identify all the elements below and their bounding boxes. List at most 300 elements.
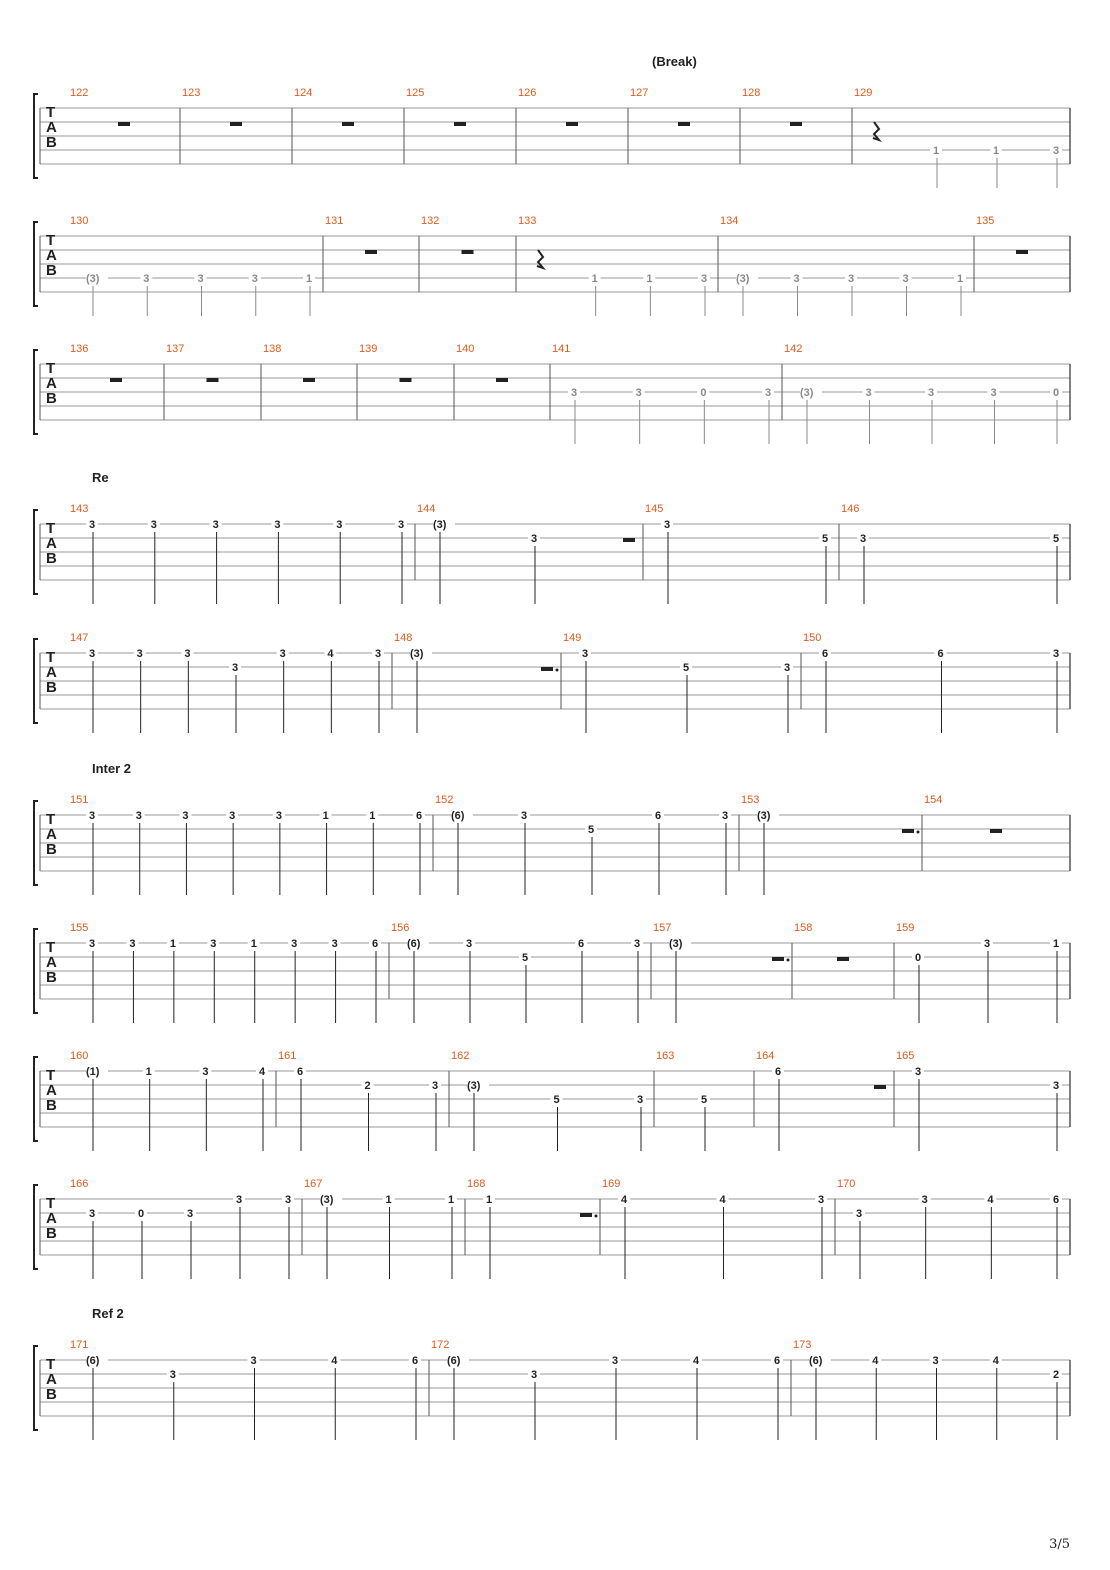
rest-dot [595,1215,598,1218]
system-bracket [34,350,38,434]
measure [784,343,1062,444]
fret-number: 6 [412,1355,419,1367]
fret-number: (3) [669,938,683,950]
fret-number: 1 [250,938,257,950]
measure [70,343,122,382]
half-rest [462,250,474,254]
system-bracket [34,1057,38,1141]
tab-clef-letter: B [46,679,57,696]
half-rest [454,122,466,126]
fret-number: 3 [582,648,589,660]
fret-number: 0 [700,387,707,399]
bar-number: 127 [630,87,649,99]
measure [263,343,315,382]
measure [70,1178,294,1279]
measure [720,215,966,316]
tab-clef-letter: A [46,664,57,681]
fret-number: 3 [136,648,143,660]
fret-number: 3 [250,1355,257,1367]
fret-number: (3) [410,648,424,660]
tab-clef-letter: A [46,954,57,971]
fret-number: 3 [210,938,217,950]
tab-clef-letter: B [46,969,57,986]
measure [976,215,1028,254]
half-rest [1016,250,1028,254]
fret-number: 3 [521,810,528,822]
system-bracket [34,639,38,723]
fret-number: 3 [571,387,578,399]
fret-number: (3) [757,810,771,822]
bar-number: 122 [70,87,89,99]
measure [431,1339,783,1440]
bar-number: 166 [70,1178,89,1190]
bar-number: 152 [435,794,454,806]
fret-number: 3 [915,1066,922,1078]
fret-number: 3 [274,519,281,531]
fret-number: 5 [588,824,595,836]
measure [406,87,466,126]
system-bracket [34,510,38,594]
fret-number: 3 [637,1094,644,1106]
fret-number: 3 [984,938,991,950]
measure [896,1050,1062,1151]
fret-number: 0 [1053,387,1060,399]
fret-number: 6 [774,1355,781,1367]
bar-number: 129 [854,87,873,99]
fret-number: 6 [372,938,379,950]
fret-number: 3 [531,1369,538,1381]
section-label: Inter 2 [92,761,132,776]
tab-clef-letter: B [46,1225,57,1242]
measure [70,1339,421,1440]
measure [645,503,831,604]
bar-number: 134 [720,215,739,227]
half-rest [496,378,508,382]
rest-dot [917,831,920,834]
fret-number: 3 [336,519,343,531]
fret-number: 3 [856,1208,863,1220]
fret-number: 4 [693,1355,700,1367]
tab-clef-letter: A [46,1082,57,1099]
bar-number: 151 [70,794,89,806]
fret-number: 3 [212,519,219,531]
tab-system [34,470,1070,604]
tab-clef-letter: B [46,1097,57,1114]
measure [435,794,731,895]
fret-number: 1 [1053,938,1060,950]
half-rest [678,122,690,126]
measure [741,794,920,895]
fret-number: 3 [398,519,405,531]
measure [756,1050,886,1151]
fret-number: 3 [143,273,150,285]
system-bracket [34,94,38,178]
fret-number: 2 [364,1080,371,1092]
bar-number: 163 [656,1050,675,1062]
fret-number: 5 [822,533,829,545]
fret-number: 3 [291,938,298,950]
measure [166,343,219,382]
fret-number: 3 [701,273,708,285]
tab-clef-letter: B [46,390,57,407]
bar-number: 131 [325,215,344,227]
fret-number: 3 [89,648,96,660]
measure [742,87,802,126]
bar-number: 155 [70,922,89,934]
fret-number: 6 [297,1066,304,1078]
fret-number: (3) [736,273,750,285]
measure [602,1178,827,1279]
fret-number: 3 [89,1208,96,1220]
bar-number: 156 [391,922,410,934]
bar-number: 138 [263,343,282,355]
bar-number: 135 [976,215,995,227]
bar-number: 159 [896,922,915,934]
fret-number: 5 [1053,533,1060,545]
system-bracket [34,1185,38,1269]
half-rest [772,957,784,961]
fret-number: 3 [187,1208,194,1220]
bar-number: 172 [431,1339,450,1351]
fret-number: 3 [784,662,791,674]
fret-number: 6 [655,810,662,822]
measure [421,215,474,254]
fret-number: 1 [591,273,598,285]
half-rest [541,667,553,671]
tab-clef-letter: B [46,1386,57,1403]
fret-number: 3 [279,648,286,660]
fret-number: 3 [236,1194,243,1206]
tab-clef-letter: A [46,247,57,264]
fret-number: (6) [407,938,421,950]
measure [70,632,384,733]
fret-number: 6 [416,810,423,822]
fret-number: 5 [522,952,529,964]
fret-number: 1 [486,1194,493,1206]
bar-number: 161 [278,1050,297,1062]
bar-number: 145 [645,503,664,515]
tab-system [34,215,1070,316]
fret-number: 4 [331,1355,338,1367]
fret-number: 4 [987,1194,994,1206]
quarter-rest [537,250,543,268]
half-rest [874,1085,886,1089]
measure [294,87,354,126]
measure [359,343,412,382]
bar-number: 137 [166,343,185,355]
system-bracket [34,222,38,306]
measure [391,922,643,1023]
fret-number: 3 [531,533,538,545]
bar-number: 133 [518,215,537,227]
tab-clef-letter: A [46,375,57,392]
measure [451,1050,646,1151]
fret-number: 6 [937,648,944,660]
fret-number: 3 [860,533,867,545]
tab-clef-letter: B [46,841,57,858]
measure [456,343,508,382]
fret-number: 3 [634,938,641,950]
fret-number: (3) [467,1080,481,1092]
bar-number: 143 [70,503,89,515]
bar-number: 170 [837,1178,856,1190]
fret-number: 4 [327,648,334,660]
rest-dot [556,669,559,672]
half-rest [990,829,1002,833]
fret-number: 3 [466,938,473,950]
fret-number: (3) [800,387,814,399]
measure [653,922,790,1023]
fret-number: 6 [1053,1194,1060,1206]
fret-number: (1) [86,1066,100,1078]
fret-number: (3) [433,519,447,531]
half-rest [230,122,242,126]
measure [417,503,635,604]
fret-number: 3 [990,387,997,399]
bar-number: 160 [70,1050,89,1062]
system-bracket [34,801,38,885]
page-number: 3/5 [1049,1537,1070,1552]
tab-clef-letter: A [46,826,57,843]
fret-number: 3 [202,1066,209,1078]
fret-number: 4 [621,1194,628,1206]
fret-number: 5 [553,1094,560,1106]
tab-clef-letter: T [46,1067,56,1084]
bar-number: 150 [803,632,822,644]
tab-system [34,54,1070,188]
bar-number: 167 [304,1178,323,1190]
tab-clef-letter: B [46,550,57,567]
fret-number: 3 [635,387,642,399]
fret-number: 3 [932,1355,939,1367]
tab-clef-letter: T [46,360,56,377]
fret-number: (6) [809,1355,823,1367]
tab-system [34,1050,1070,1151]
tab-clef-letter: T [46,1356,56,1373]
measure [563,632,793,733]
measure [518,87,578,126]
half-rest [623,538,635,542]
fret-number: 1 [385,1194,392,1206]
measure [793,1339,1062,1440]
bar-number: 125 [406,87,425,99]
tab-clef-letter: B [46,262,57,279]
measure [656,1050,710,1151]
half-rest [790,122,802,126]
bar-number: 130 [70,215,89,227]
fret-number: 6 [578,938,585,950]
fret-number: 4 [259,1066,266,1078]
measure [552,343,774,444]
fret-number: 1 [145,1066,152,1078]
bar-number: 153 [741,794,760,806]
tab-system [34,1306,1070,1440]
bar-number: 141 [552,343,571,355]
half-rest [342,122,354,126]
fret-number: 3 [184,648,191,660]
fret-number: 3 [232,662,239,674]
measure [896,922,1062,1023]
fret-number: 3 [928,387,935,399]
bar-number: 148 [394,632,413,644]
tab-system [34,343,1070,444]
fret-number: 1 [369,810,376,822]
fret-number: 3 [251,273,258,285]
measure [70,215,315,316]
fret-number: 3 [89,810,96,822]
fret-number: 3 [375,648,382,660]
bar-number: 157 [653,922,672,934]
bar-number: 162 [451,1050,470,1062]
bar-number: 149 [563,632,582,644]
measure [70,794,425,895]
fret-number: 3 [793,273,800,285]
bar-number: 165 [896,1050,915,1062]
tab-clef-letter: A [46,535,57,552]
fret-number: 0 [138,1208,145,1220]
quarter-rest [873,122,879,140]
fret-number: 1 [448,1194,455,1206]
measure [304,1178,457,1279]
measure [467,1178,598,1279]
rest-dot [787,959,790,962]
fret-number: 1 [957,273,964,285]
fret-number: 1 [646,273,653,285]
bar-number: 126 [518,87,537,99]
section-label: Re [92,470,109,485]
fret-number: 3 [135,810,142,822]
fret-number: 1 [322,810,329,822]
fret-number: 3 [229,810,236,822]
tab-system [34,922,1070,1023]
half-rest [118,122,130,126]
measure [70,503,407,604]
fret-number: 3 [722,810,729,822]
fret-number: 4 [719,1194,726,1206]
fret-number: 3 [89,938,96,950]
system-bracket [34,929,38,1013]
bar-number: 144 [417,503,436,515]
fret-number: 5 [683,662,690,674]
fret-number: 4 [992,1355,999,1367]
bar-number: 124 [294,87,313,99]
half-rest [110,378,122,382]
fret-number: 1 [306,273,313,285]
measure [325,215,377,254]
section-label: Ref 2 [92,1306,124,1321]
measure [837,1178,1062,1279]
tab-clef-letter: T [46,939,56,956]
measure [278,1050,441,1151]
bar-number: 169 [602,1178,621,1190]
fret-number: 3 [150,519,157,531]
bar-number: 136 [70,343,89,355]
system-bracket [34,1346,38,1430]
fret-number: 0 [915,952,922,964]
fret-number: 3 [275,810,282,822]
fret-number: 1 [933,145,940,157]
fret-number: 3 [331,938,338,950]
measure [794,922,849,961]
half-rest [837,957,849,961]
bar-number: 128 [742,87,761,99]
fret-number: 3 [664,519,671,531]
tab-clef-letter: T [46,811,56,828]
measure [924,794,1002,833]
section-label: (Break) [652,54,697,69]
fret-number: 3 [432,1080,439,1092]
tab-clef-letter: B [46,134,57,151]
bar-number: 132 [421,215,440,227]
fret-number: (6) [86,1355,100,1367]
bar-number: 173 [793,1339,812,1351]
measure [70,922,381,1023]
fret-number: 3 [285,1194,292,1206]
fret-number: (3) [320,1194,334,1206]
half-rest [207,378,219,382]
fret-number: 3 [848,273,855,285]
tab-system [34,761,1070,895]
fret-number: 3 [765,387,772,399]
half-rest [303,378,315,382]
fret-number: 3 [902,273,909,285]
fret-number: 2 [1053,1369,1060,1381]
bar-number: 168 [467,1178,486,1190]
bar-number: 147 [70,632,89,644]
tab-clef-letter: T [46,232,56,249]
fret-number: 6 [822,648,829,660]
measure [70,1050,268,1151]
tab-system [34,632,1070,733]
fret-number: (3) [86,273,100,285]
bar-number: 142 [784,343,803,355]
half-rest [566,122,578,126]
measure [394,632,559,733]
fret-number: 3 [1053,648,1060,660]
half-rest [902,829,914,833]
fret-number: 3 [612,1355,619,1367]
half-rest [400,378,412,382]
measure [70,87,130,126]
bar-number: 123 [182,87,201,99]
fret-number: 4 [872,1355,879,1367]
tab-clef-letter: A [46,1210,57,1227]
measure [518,215,710,316]
fret-number: 5 [701,1094,708,1106]
measure [854,87,1062,188]
tab-clef-letter: T [46,104,56,121]
tab-clef-letter: A [46,1371,57,1388]
bar-number: 140 [456,343,475,355]
measure [803,632,1062,733]
fret-number: 3 [865,387,872,399]
fret-number: 3 [1053,145,1060,157]
bar-number: 146 [841,503,860,515]
fret-number: 3 [89,519,96,531]
fret-number: 3 [169,1369,176,1381]
tab-clef-letter: A [46,119,57,136]
bar-number: 171 [70,1339,89,1351]
measure [841,503,1062,604]
measure [630,87,690,126]
tab-clef-letter: T [46,649,56,666]
bar-number: 164 [756,1050,775,1062]
fret-number: (6) [447,1355,461,1367]
fret-number: 3 [182,810,189,822]
bar-number: 139 [359,343,378,355]
fret-number: 3 [1053,1080,1060,1092]
tab-system [34,1178,1070,1279]
